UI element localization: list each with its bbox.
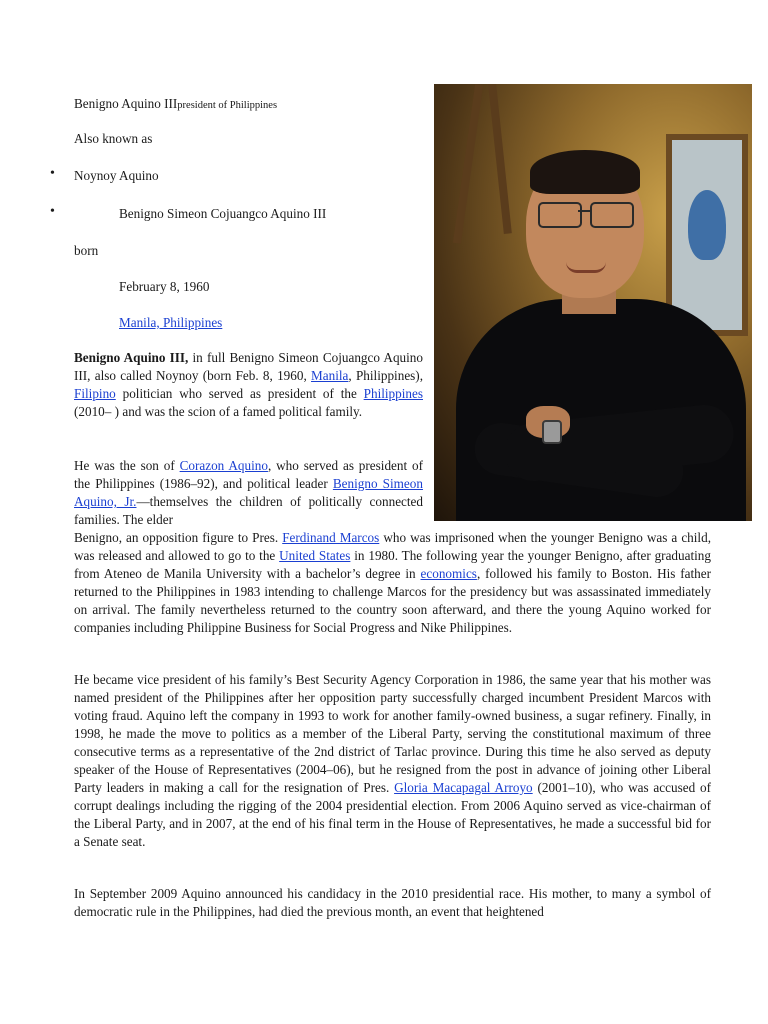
- text-run: (2001–10), who was accused of corrupt dealings including the rigging of the 2004 presidential election. From 2006 Aquino served as vice-chairman of the Liberal Party, and in 2007, at the end of his final term in the House of Representatives, he made a successful bid for a Senate seat.: [74, 780, 711, 849]
- link-philippines[interactable]: Philippines: [363, 386, 423, 401]
- also-known-as-label: Also known as: [74, 131, 153, 146]
- text-run: (2010– ) and was the scion of a famed political family.: [74, 404, 363, 419]
- link-gloria-macapagal-arroyo[interactable]: Gloria Macapagal Arroyo: [394, 780, 533, 795]
- alias-item: Noynoy Aquino: [74, 168, 159, 183]
- text-run: who was imprisoned when the younger Benigno was a child, was released and allowed to go to the: [74, 530, 711, 563]
- hair: [530, 150, 640, 194]
- easel-leg: [453, 84, 483, 244]
- link-united-states[interactable]: United States: [279, 548, 351, 563]
- link-economics[interactable]: economics: [420, 566, 477, 581]
- text-run: Benigno, an opposition figure to Pres.: [74, 530, 283, 545]
- painting-frame: [666, 134, 748, 336]
- page-title: [74, 95, 277, 115]
- birth-place-link-text[interactable]: Manila, Philippines: [119, 315, 223, 330]
- text-run: politician who served as president of the: [115, 386, 364, 401]
- paragraph-family-top: [74, 457, 423, 529]
- text-run: in full Benigno Simeon Cojuangco Aquino III, also called Noynoy (born Feb. 8, 1960,: [74, 350, 423, 383]
- text-run: , Philippines),: [348, 368, 423, 383]
- glasses-icon: [538, 202, 634, 226]
- link-filipino[interactable]: Filipino: [74, 386, 116, 401]
- watch-icon: [542, 420, 562, 444]
- birth-place-link[interactable]: [119, 314, 222, 332]
- text-run: —themselves the children of politically connected families. The elder: [74, 494, 424, 527]
- text-run: , followed his family to Boston. His father returned to the Philippines in 1983 intending to challenge Marcos for the presidency but was assassinated immediately on arrival. The family nevertheless returned to the country soon afterward, and there the young Aquino worked for companies including Philippine Business for Social Progress and Nike Philippines.: [74, 566, 712, 635]
- bullet-icon: •: [50, 166, 55, 181]
- paragraph-candidacy: [74, 885, 711, 921]
- link-benigno-aquino-jr[interactable]: Benigno Simeon Aquino, Jr.: [74, 476, 423, 509]
- link-corazon-aquino[interactable]: Corazon Aquino: [179, 458, 268, 473]
- painting-figure: [688, 190, 726, 260]
- subject-name: Benigno Aquino III,: [74, 350, 189, 365]
- paragraph-intro: [74, 349, 423, 421]
- paragraph-career: [74, 671, 711, 851]
- text-run: In September 2009 Aquino announced his candidacy in the 2010 presidential race. His mother, to many a symbol of democratic rule in the Philippines, had died the previous month, an event that heightened: [74, 886, 711, 919]
- easel-leg: [488, 84, 512, 234]
- bullet-icon: •: [50, 204, 55, 219]
- paragraph-family-bottom: [74, 529, 711, 637]
- portrait-photo: [434, 84, 752, 521]
- text-run: He became vice president of his family’s Best Security Agency Corporation in 1986, the same year that his mother was named president of the Philippines after her opposition party successfully charged incumbent President Marcos with voting fraud. Aquino left the company in 1993 to work for another family-owned business, a sugar refinery. Finally, in 1998, he made the move to politics as a member of the Liberal Party, serving the constitutional maximum of three consecutive terms as a representative of the 2nd district of Tarlac province. During this time he also served as deputy speaker of the House of Representatives (2004–06), but he resigned from the post in advance of joining other Liberal Party leaders in making a call for the resignation of Pres.: [74, 672, 711, 795]
- title-name: Benigno Aquino III: [74, 96, 178, 111]
- alias-item: Benigno Simeon Cojuangco Aquino III: [119, 206, 327, 221]
- link-ferdinand-marcos[interactable]: Ferdinand Marcos: [282, 530, 380, 545]
- title-subtitle: president of Philippines: [177, 100, 278, 111]
- birth-date: February 8, 1960: [119, 279, 210, 294]
- text-run: He was the son of: [74, 458, 180, 473]
- text-run: , who served as president of the Philippines (1986–92), and political leader: [74, 458, 423, 491]
- mouth: [566, 262, 606, 273]
- link-manila[interactable]: Manila: [311, 368, 349, 383]
- text-run: in 1980. The following year the younger Benigno, after graduating from Ateneo de Manila University with a bachelor’s degree in: [74, 548, 711, 581]
- born-label: born: [74, 243, 99, 258]
